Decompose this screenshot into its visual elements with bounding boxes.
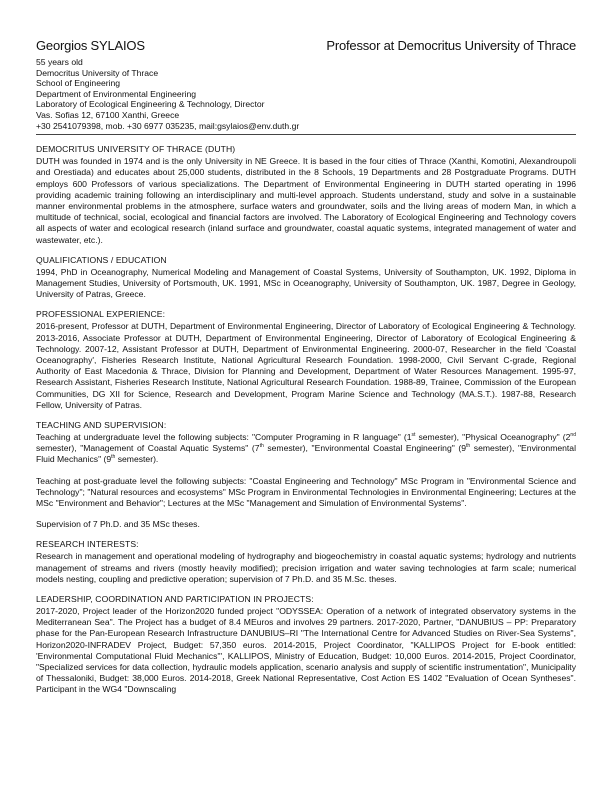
section-duth [36, 144, 576, 246]
section-title: RESEARCH INTERESTS: [36, 539, 139, 550]
contact-block [36, 57, 576, 131]
section-title: PROFESSIONAL EXPERIENCE: [36, 309, 166, 320]
section-leadership [36, 594, 576, 696]
person-name: Georgios SYLAIOS [36, 38, 145, 53]
contact-age: 55 years old [36, 57, 83, 67]
header-divider [36, 134, 576, 135]
contact-laboratory: Laboratory of Ecological Engineering & Technology, Director [36, 99, 265, 110]
person-position: Professor at Democritus University of Thrace [326, 38, 576, 53]
section-text: 1994, PhD in Oceanography, Numerical Modeling and Management of Coastal Systems, University of Southampton, UK. 1992, Diploma in Management Studies, University of Portsmouth, UK. 1991, MSc in Oceanography, University of Southampton, UK. 1987, Degree in Geology, University of Patras, Greece. [36, 266, 576, 300]
cv-header [36, 38, 576, 53]
section-text: 2017-2020, Project leader of the Horizon2020 funded project "ODYSSEA: Operation of a network of integrated observatory systems in the Mediterranean Sea". The Project has a budget of 8.4 MEuros and involves 29 partners. 2017-2020, Partner, "DANUBIUS – PP: Preparatory phase for the Pan-European Research Infrastructure DANUBIUS–RI "The International Centre for Advanced Studies on River-Sea Systems", Horizon2020-INFRADEV Project, Budget: 57,350 euros. 2014-2015, Project Coordinator, "KALLIPOS Project for E-book entitled: 'Environmental Computational Fluid Mechanics'", KALLIPOS, Ministry of Education, Budget: 10,000 Euros. 2014-2015, Project Coordinator, "Specialized services for data collection, hydraulic models application, scenario analysis and supply of scientific instrumentation", Municipality of Thessaloniki, Budget: 38,000 Euros. 2014-2018, Greek National Representative, Cost Action ES 1402 "Evaluation of Ocean Syntheses". Participant in the WG4 "Downscaling [36, 606, 576, 695]
supervision-text: Supervision of 7 Ph.D. and 35 MSc theses. [36, 519, 200, 530]
section-teaching [36, 420, 576, 530]
section-title: DEMOCRITUS UNIVERSITY OF THRACE (DUTH) [36, 144, 236, 155]
section-experience [36, 309, 576, 411]
section-title: QUALIFICATIONS / EDUCATION [36, 254, 167, 265]
section-title: TEACHING AND SUPERVISION: [36, 420, 167, 431]
cv-page [36, 38, 576, 705]
section-title: LEADERSHIP, COORDINATION AND PARTICIPATION IN PROJECTS: [36, 594, 314, 605]
contact-phone-email: +30 2541079398, mob. +30 6977 035235, mail:gsylaios@env.duth.gr [36, 120, 300, 131]
contact-address: Vas. Sofias 12, 67100 Xanthi, Greece [36, 109, 180, 120]
contact-school: School of Engineering [36, 78, 121, 89]
contact-university: Democritus University of Thrace [36, 67, 159, 78]
section-qualifications [36, 255, 576, 301]
section-text: 2016-present, Professor at DUTH, Department of Environmental Engineering, Director of Laboratory of Ecological Engineering & Technology. 2013-2016, Associate Professor at DUTH, Department of Environmental Engineering, Director of Laboratory of Ecological Engineering & Technology. 2007-12, Assistant Professor at DUTH, Department of Environmental Engineering. 2000-07, Researcher in the field 'Coastal Oceanography', Fisheries Research Institute, National Agricultural Research Foundation. 1998-2000, Civil Servant C-grade, Regional Authority of East Macedonia & Thrace, Division for Planning and Development, Department of Water Resources Management. 1995-97, Research Assistant, Fisheries Research Institute, National Agricultural Research Foundation. 1988-89, Trainee, Commission of the European Communities, DG XII for Science, Research and Development, Program Marine Science and Technology (MA.S.T.). 1987-88, Research Fellow, University of Patras. [36, 321, 576, 410]
section-text: Research in management and operational modeling of hydrography and biogeochemistry in coastal aquatic systems; hydrology and nutrients management of streams and rivers (mostly heavily modified); precision irrigation and water saving technologies at farm scale; numerical models nesting, coupling and predictive operation; supervision of 7 Ph.D. and 35 M.Sc. theses. [36, 551, 576, 584]
teaching-postgraduate: Teaching at post-graduate level the following subjects: "Coastal Engineering and Technology" MSc Program in "Environmental Science and Technology"; "Natural resources and ecosystems" MSc Program in Environmental Technologies in Environmental Engineering; Lectures at the MSc "Environment and Behavior"; Lectures at the MSc "Management and Simulation of Environmental Systems". [36, 475, 576, 509]
section-research [36, 539, 576, 585]
contact-department: Department of Environmental Engineering [36, 88, 197, 99]
section-text: DUTH was founded in 1974 and is the only University in NE Greece. It is based in the four cities of Thrace (Xanthi, Komotini, Alexandroupoli and Orestiada) and educates about 25,000 students, distributed in the 8 Schools, 19 Departments and 28 Postgraduate Programs. DUTH employs 600 Professors of various specializations. The Department of Environmental Engineering in DUTH started operating in 1996 providing academic training following an interdisciplinary and multi-level approach. Students understand, study and solve in a sustainable manner environmental problems in the atmosphere, surface waters and groundwater, soils and the living areas of modern Man, in which a multitude of technical, social, ecological and financial factors are involved. The Laboratory of Ecological Engineering and Technology covers all aspects of water and ecological research (inland surface and groundwater, coastal aquatic systems, integrated management of water and wastewater, etc.). [36, 156, 576, 245]
teaching-undergraduate: Teaching at undergraduate level the following subjects: "Computer Programing in R language" (1st semester), "Physical Oceanography" (2nd semester), "Management of Coastal Aquatic Systems" (7th semester), "Environmental Coastal Engineering" (9th semester), "Environmental Fluid Mechanics" (9th semester). [36, 432, 576, 465]
